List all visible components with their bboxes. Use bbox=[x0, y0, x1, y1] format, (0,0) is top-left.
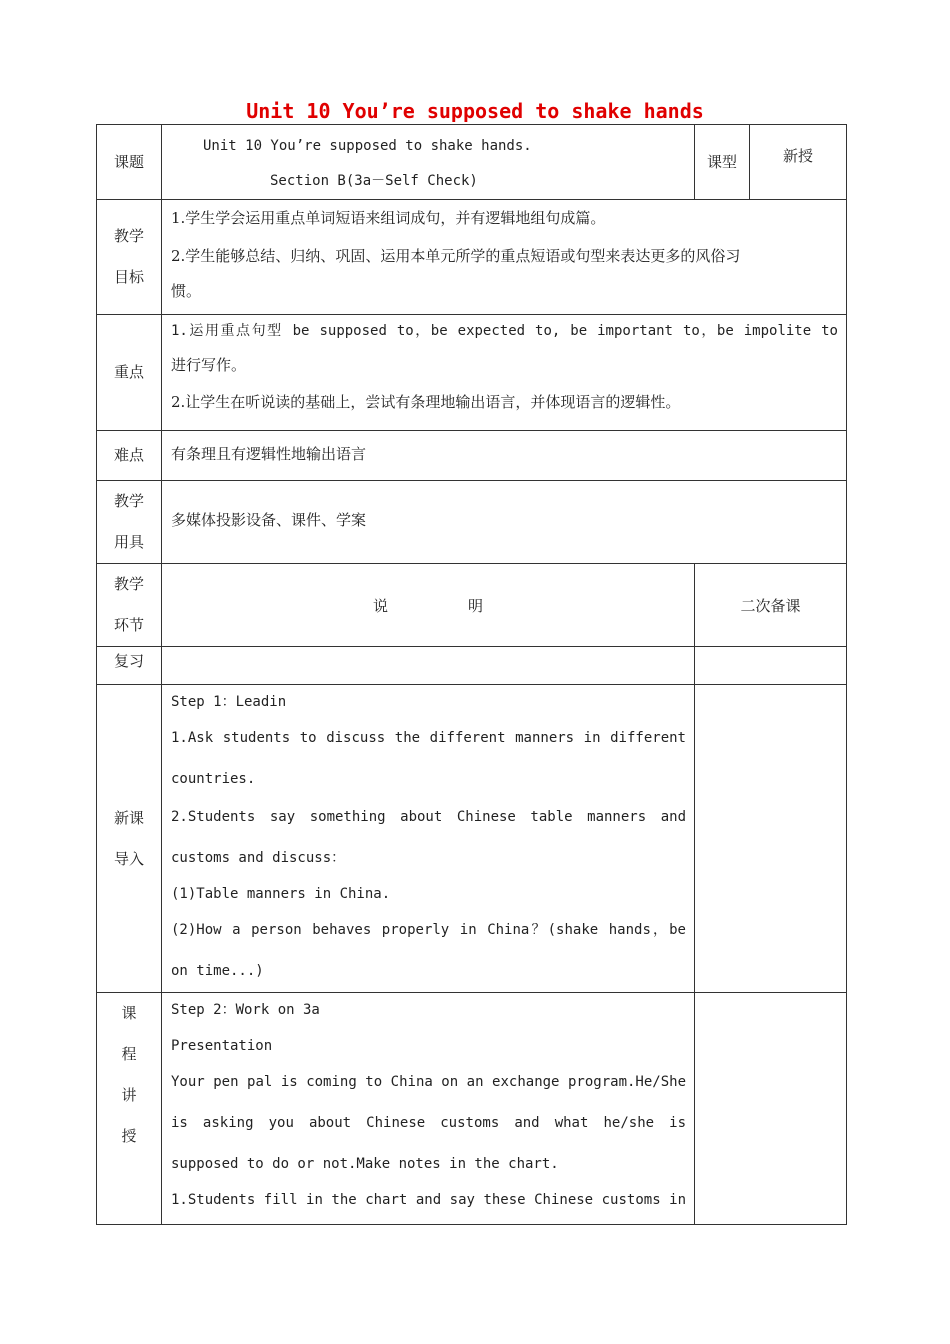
leadin-line-4b: on time...) bbox=[171, 963, 264, 979]
topic-line-2: Section B(3a－Self Check) bbox=[270, 173, 478, 189]
row-leadin bbox=[97, 685, 847, 993]
leadin-label: 新课 导入 bbox=[97, 685, 162, 993]
leadin-line-2a: 2.Students say something about Chinese table manners and bbox=[171, 809, 686, 825]
key-label: 重点 bbox=[97, 315, 162, 431]
lesson-p2: is asking you about Chinese customs and what he/she is bbox=[171, 1115, 686, 1131]
key-item-1a: 1.运用重点句型 be supposed to，be expected to, be important to，be impolite to bbox=[171, 323, 838, 339]
difficult-content: 有条理且有逻辑性地输出语言 bbox=[162, 431, 847, 481]
leadin-step: Step 1：Leadin bbox=[171, 694, 287, 710]
review-content bbox=[162, 647, 695, 685]
key-item-2: 2.让学生在听说读的基础上，尝试有条理地输出语言，并体现语言的逻辑性。 bbox=[171, 393, 681, 411]
difficult-label: 难点 bbox=[97, 431, 162, 481]
type-value: 新授 bbox=[750, 125, 847, 200]
lesson-p1: Your pen pal is coming to China on an exchange program.He/She bbox=[171, 1074, 686, 1090]
lesson-notes bbox=[695, 993, 847, 1225]
lesson-step: Step 2：Work on 3a bbox=[171, 1002, 320, 1018]
lesson-label: 课 程 讲 授 bbox=[97, 993, 162, 1225]
lesson-content bbox=[162, 993, 695, 1225]
leadin-line-3: (1)Table manners in China. bbox=[171, 886, 391, 902]
desc-header: 说 明 bbox=[162, 564, 695, 647]
row-key-points bbox=[97, 315, 847, 431]
leadin-content bbox=[162, 685, 695, 993]
topic-content bbox=[162, 125, 695, 200]
lesson-p4: 1.Students fill in the chart and say these Chinese customs in bbox=[171, 1192, 686, 1208]
tools-content: 多媒体投影设备、课件、学案 bbox=[162, 481, 847, 564]
leadin-line-1b: countries. bbox=[171, 771, 256, 787]
lesson-plan-table bbox=[96, 124, 847, 1225]
row-goals bbox=[97, 200, 847, 315]
leadin-line-1a: 1.Ask students to discuss the different manners in different bbox=[171, 730, 686, 746]
row-topic bbox=[97, 125, 847, 200]
goal-item-2a: 2.学生能够总结、归纳、巩固、运用本单元所学的重点短语或句型来表达更多的风俗习 bbox=[171, 247, 741, 265]
leadin-line-4a: (2)How a person behaves properly in China？(shake hands，be bbox=[171, 922, 686, 938]
goals-content bbox=[162, 200, 847, 315]
review-notes bbox=[695, 647, 847, 685]
leadin-notes bbox=[695, 685, 847, 993]
leadin-line-2b: customs and discuss： bbox=[171, 850, 346, 866]
row-difficult bbox=[97, 431, 847, 481]
key-content bbox=[162, 315, 847, 431]
key-item-1b: 进行写作。 bbox=[171, 356, 247, 374]
lesson-p3: supposed to do or not.Make notes in the chart. bbox=[171, 1156, 559, 1172]
topic-line-1: Unit 10 You’re supposed to shake hands. bbox=[203, 138, 532, 154]
row-tools bbox=[97, 481, 847, 564]
lesson-sub: Presentation bbox=[171, 1038, 273, 1054]
topic-label: 课题 bbox=[97, 125, 162, 200]
type-label: 课型 bbox=[695, 125, 750, 200]
review-label: 复习 bbox=[97, 647, 162, 685]
tools-label: 教学 用具 bbox=[97, 481, 162, 564]
page-title: Unit 10 You’re supposed to shake hands bbox=[246, 99, 704, 123]
goal-item-2b: 惯。 bbox=[171, 282, 202, 300]
row-lesson bbox=[97, 993, 847, 1225]
goal-item-1: 1.学生学会运用重点单词短语来组词成句，并有逻辑地组句成篇。 bbox=[171, 209, 606, 227]
stage-label: 教学 环节 bbox=[97, 564, 162, 647]
notes-header: 二次备课 bbox=[695, 564, 847, 647]
row-header bbox=[97, 564, 847, 647]
row-review bbox=[97, 647, 847, 685]
goals-label: 教学 目标 bbox=[97, 200, 162, 315]
